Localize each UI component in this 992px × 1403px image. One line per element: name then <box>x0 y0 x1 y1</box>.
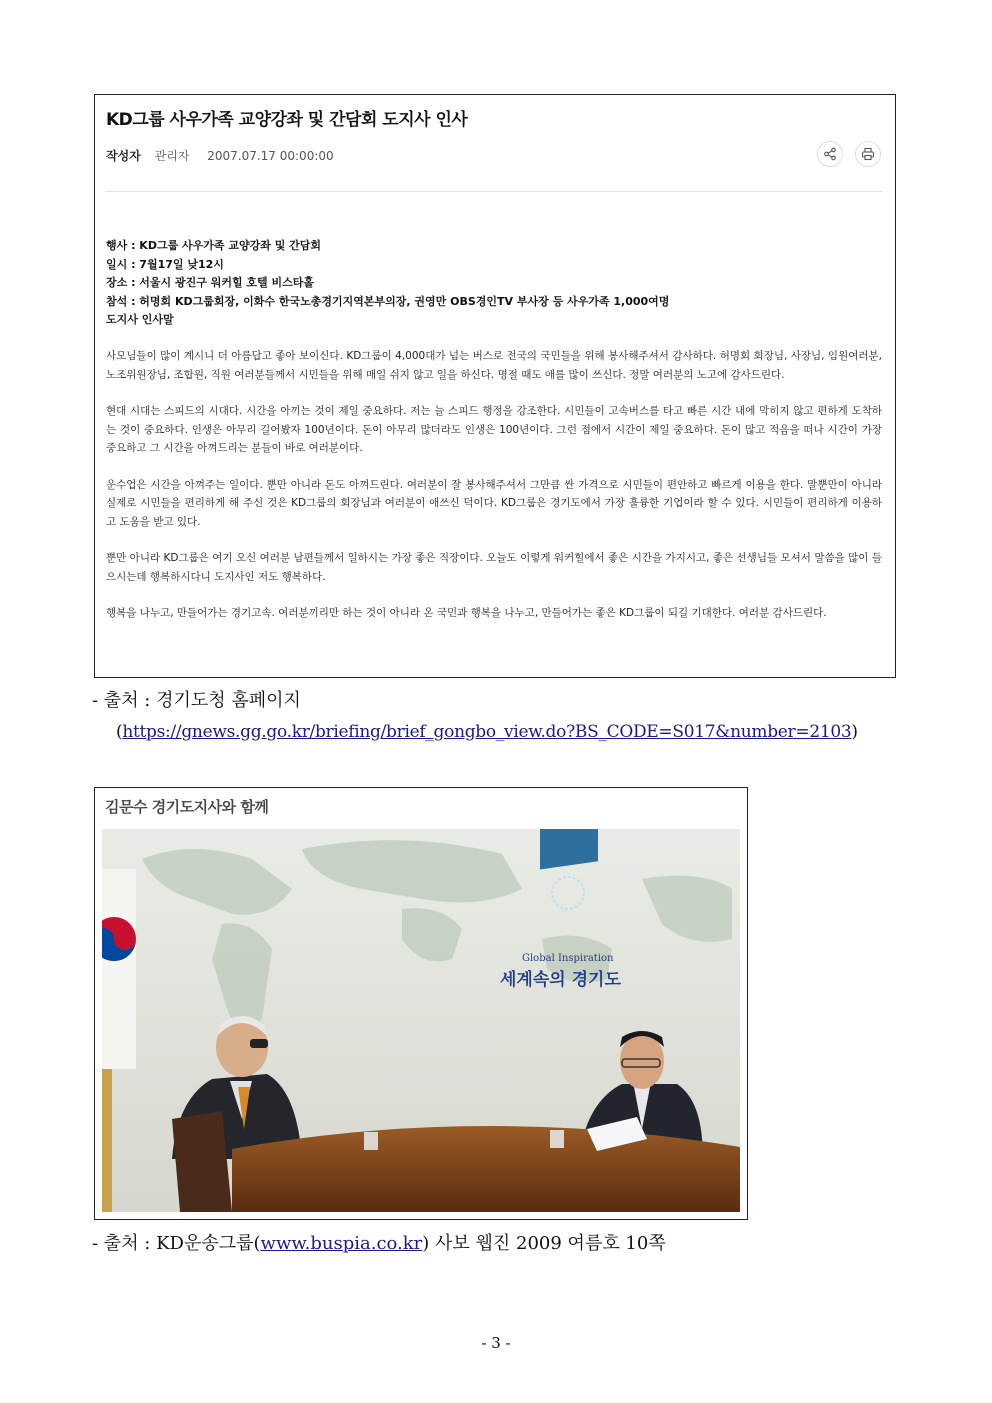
body-paragraph: 뿐만 아니라 KD그룹은 여기 오신 여러분 남편들께서 일하시는 가장 좋은 직장이다. 오늘도 이렇게 워커힐에서 좋은 시간을 가지시고, 좋은 선생님들 모셔서 말씀을 많이 들으시는데 행복하시다니 도지사인 저도 행복하다. <box>106 552 882 583</box>
sign-korean: 세계속의 경기도 <box>500 970 621 990</box>
print-button[interactable] <box>855 141 881 167</box>
source-link-1[interactable]: https://gnews.gg.go.kr/briefing/brief_gongbo_view.do?BS_CODE=S017&number=2103 <box>122 722 852 742</box>
photo-frame <box>94 787 748 1220</box>
body-paragraph: 현대 시대는 스피드의 시대다. 시간을 아끼는 것이 제일 중요하다. 저는 늘 스피드 행정을 강조한다. 시민들이 고속버스를 타고 빠른 시간 내에 막히지 않고 편하게 도착하는 것이 중요하다. 인생은 아무리 길어봤자 100년이다. 돈이 아무리 많더라도 인생은 100년이다. 그런 점에서 시간이 제일 중요하다. 돈이 많고 적음을 떠나 시간이 가장 중요하고 그 시간을 아껴드리는 분들이 바로 여러분이다. <box>106 405 882 454</box>
post-datetime: 2007.07.17 00:00:00 <box>207 149 334 163</box>
share-icon <box>823 147 837 161</box>
body-paragraph: 행복을 나누고, 만들어가는 경기고속. 여러분끼리만 하는 것이 아니라 온 국민과 행복을 나누고, 만들어가는 좋은 KD그룹이 되길 기대한다. 여러분 감사드린다. <box>106 607 827 619</box>
source-link-2[interactable]: www.buspia.co.kr <box>260 1233 423 1254</box>
paren-close: ) <box>851 722 858 742</box>
share-button[interactable] <box>817 141 843 167</box>
body-paragraph: 운수업은 시간을 아껴주는 일이다. 뿐만 아니라 돈도 아껴드린다. 여러분이 잘 봉사해주셔서 그만큼 싼 가격으로 시민들이 편안하고 빠르게 이용을 한다. 말뿐만이 아니라 실제로 시민들을 편리하게 해 주신 것은 KD그룹의 회장님과 여러분이 애쓰신 덕이다. KD그룹은 경기도에서 가장 훌륭한 기업이라 할 수 있다. 시민들이 편리하게 이용하고 도움을 받고 있다. <box>106 478 882 528</box>
source-note-2 <box>92 1229 666 1255</box>
water-glass <box>364 1132 378 1150</box>
author-label: 작성자 <box>106 149 141 163</box>
conference-table <box>232 1126 740 1212</box>
photo-caption: 김문수 경기도지사와 함께 <box>105 798 269 816</box>
chair <box>172 1111 232 1212</box>
article-body <box>106 347 882 641</box>
body-paragraph: 사모님들이 많이 계시니 더 아름답고 좋아 보이신다. KD그룹이 4,000대가 넘는 버스로 전국의 국민들을 위해 봉사해주셔서 감사하다. 허명회 회장님, 사장님, 임원여러분, 노조위원장님, 조합원, 직원 여러분들께서 시민들을 위해 매일 쉬지 않고 일을 하신다. 명절 때도 애를 많이 쓰신다. 정말 여러분의 노고에 감사드린다. <box>106 350 882 381</box>
event-line: 도지사 인사말 <box>106 313 174 326</box>
event-line: 행사 : KD그룹 사우가족 교양강좌 및 간담회 <box>106 239 322 252</box>
event-info <box>106 237 669 330</box>
event-line: 참석 : 허명회 KD그룹회장, 이화수 한국노총경기지역본부의장, 권영만 OBS경인TV 부사장 등 사우가족 1,000여명 <box>106 294 670 308</box>
author-name: 관리자 <box>154 149 190 163</box>
meta-divider <box>105 191 883 192</box>
source-note-1: - 출처 : 경기도청 홈페이지 <box>92 690 301 711</box>
source2-prefix: - 출처 : KD운송그룹( <box>92 1233 261 1254</box>
water-glass <box>550 1130 564 1148</box>
event-line: 일시 : 7월17일 낮12시 <box>106 257 224 271</box>
article-panel <box>94 94 896 678</box>
sign-english: Global Inspiration <box>522 953 614 964</box>
source2-suffix: ) 사보 웹진 2009 여름호 10쪽 <box>422 1233 666 1254</box>
article-title: KD그룹 사우가족 교양강좌 및 간담회 도지사 인사 <box>106 110 468 130</box>
meeting-photo <box>102 829 740 1212</box>
page-number: - 3 - <box>481 1334 511 1352</box>
print-icon <box>861 147 875 161</box>
source-url-line-1 <box>116 722 858 742</box>
paren-open: ( <box>116 722 123 742</box>
event-line: 장소 : 서울시 광진구 워커힐 호텔 비스타홀 <box>106 276 315 289</box>
article-meta <box>106 147 348 164</box>
